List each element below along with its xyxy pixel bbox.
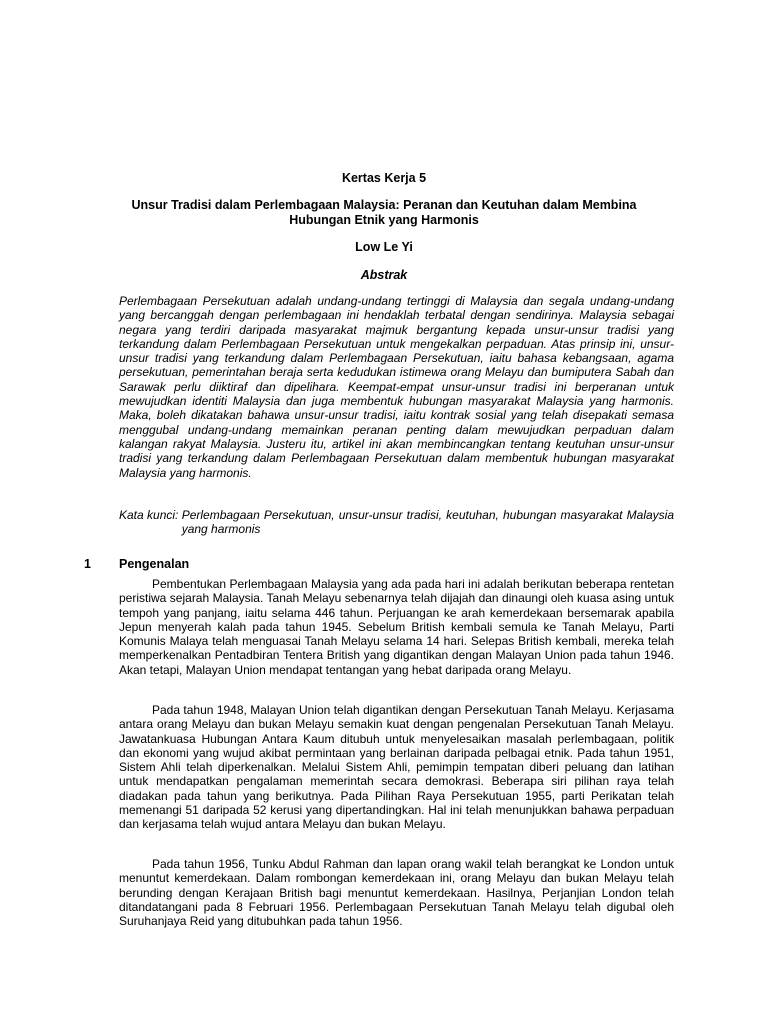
abstract-text: Perlembagaan Persekutuan adalah undang-undang tertinggi di Malaysia dan segala undang-undang yang bercanggah dengan perlembagaan ini hendaklah terbatal dengan sendirinya. Malaysia sebagai negara yang terdiri daripada masyarakat majmuk bergantung kepada unsur-unsur tradisi yang terkandung dalam Perlembagaan Persekutuan untuk mengekalkan perpaduan. Atas prinsip ini, unsur-unsur tradisi yang terkandung dalam Perlembagaan Persekutuan, iaitu bahasa kebangsaan, agama persekutuan, pemerintahan beraja serta kedudukan istimewa orang Melayu dan bumiputera Sabah dan Sarawak perlu diiktiraf dan dipelihara. Keempat-empat unsur-unsur tradisi ini berperanan untuk mewujudkan identiti Malaysia dan juga membentuk hubungan masyarakat Malaysia yang harmonis. Maka, boleh dikatakan bahawa unsur-unsur tradisi, iaitu kontrak sosial yang telah disepakati semasa menggubal undang-undang memainkan peranan penting dalam mewujudkan perpaduan dalam kalangan rakyat Malaysia. Justeru itu, artikel ini akan membincangkan tentang keutuhan unsur-unsur tradisi yang terkandung dalam Perlembagaan Persekutuan dalam membentuk hubungan masyarakat Malaysia yang harmonis. (119, 294, 674, 480)
body-paragraph: Pada tahun 1956, Tunku Abdul Rahman dan lapan orang wakil telah berangkat ke London untuk menuntut kemerdekaan. Dalam rombongan kemerdekaan ini, orang Melayu dan bukan Melayu telah berunding dengan Kerajaan British bagi menuntut kemerdekaan. Hasilnya, Perjanjian London telah ditandatangani pada 8 Februari 1956. Perlembagaan Persekutuan Tanah Melayu telah digubal oleh Suruhanjaya Reid yang ditubuhkan pada tahun 1956. (119, 857, 674, 929)
section-title: Pengenalan (119, 557, 190, 571)
section-heading (84, 557, 189, 571)
paper-title: Kertas Kerja 5 (341, 171, 427, 185)
section-number: 1 (84, 557, 91, 571)
abstract-heading: Abstrak (360, 268, 408, 282)
paper-subtitle (0, 198, 768, 228)
author-name: Low Le Yi (355, 240, 413, 254)
body-paragraph: Pembentukan Perlembagaan Malaysia yang ada pada hari ini adalah berikutan beberapa rentetan peristiwa sejarah Malaysia. Tanah Melayu sebenarnya telah dijajah dan dinaungi oleh kuasa asing untuk tempoh yang panjang, iaitu selama 446 tahun. Perjuangan ke arah kemerdekaan bersemarak apabila Jepun menyerah kalah pada tahun 1945. Sebelum British kembali semula ke Tanah Melayu, Parti Komunis Malaya telah menguasai Tanah Melayu selama 14 hari. Selepas British kembali, mereka telah memperkenalkan Pentadbiran Tentera British yang digantikan dengan Malayan Union pada tahun 1946. Akan tetapi, Malayan Union mendapat tentangan yang hebat daripada orang Melayu. (119, 577, 674, 677)
keywords-label: Kata kunci: (119, 508, 182, 522)
body-paragraph: Pada tahun 1948, Malayan Union telah digantikan dengan Persekutuan Tanah Melayu. Kerjasama antara orang Melayu dan bukan Melayu semakin kuat dengan pengenalan Persekutuan Tanah Melayu. Jawatankuasa Hubungan Antara Kaum ditubuh untuk menyelesaikan masalah perlembagaan, politik dan ekonomi yang wujud akibat permintaan yang berlainan daripada pelbagai etnik. Pada tahun 1951, Sistem Ahli telah diperkenalkan. Melalui Sistem Ahli, pemimpin tempatan diberi peluang dan latihan untuk mendapatkan pengalaman memerintah secara demokrasi. Beberapa siri pilihan raya telah diadakan pada tahun yang berikutnya. Pada Pilihan Raya Persekutuan 1955, parti Perikatan telah memenangi 51 daripada 52 kerusi yang dipertandingkan. Hal ini telah menunjukkan bahawa perpaduan dan kerjasama telah wujud antara Melayu dan bukan Melayu. (119, 703, 674, 832)
subtitle-text: Unsur Tradisi dalam Perlembagaan Malaysia: Peranan dan Keutuhan dalam Membina Hubungan Etnik yang Harmonis (131, 198, 637, 227)
keywords-text: Perlembagaan Persekutuan, unsur-unsur tradisi, keutuhan, hubungan masyarakat Malaysia yang harmonis (181, 508, 674, 537)
keywords-block (119, 508, 674, 537)
